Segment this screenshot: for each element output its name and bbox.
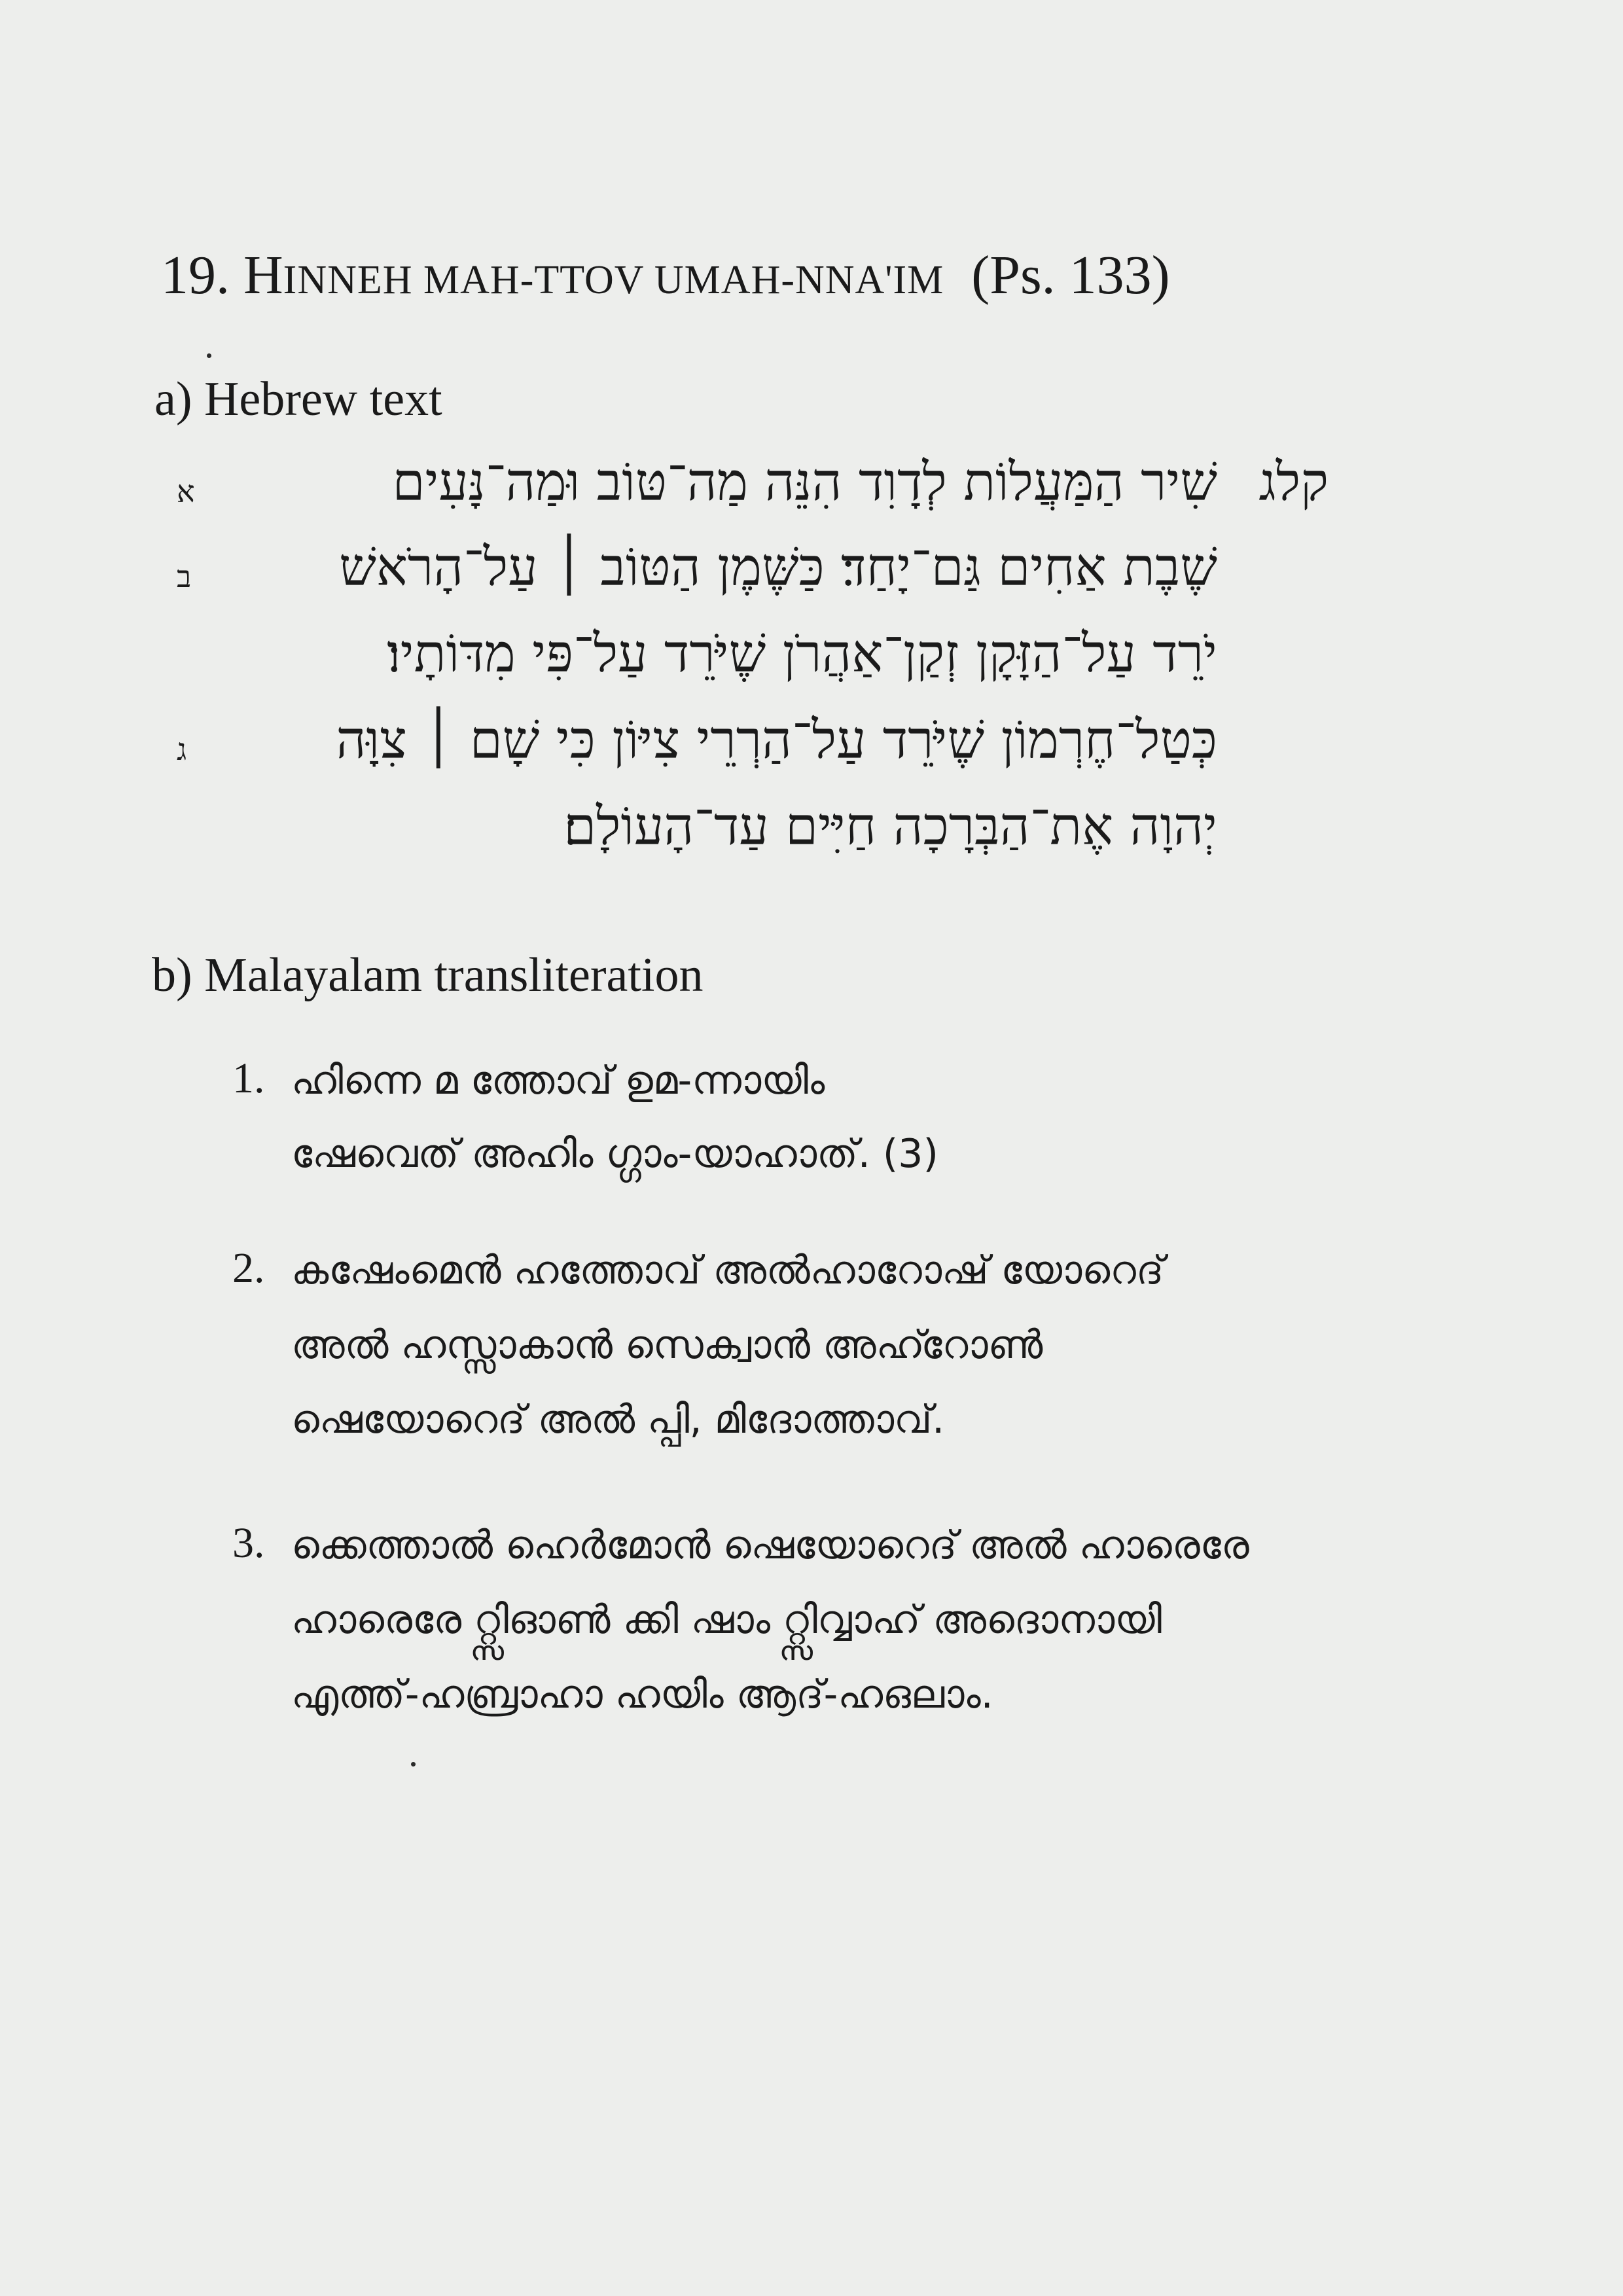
hebrew-line: יֹרֵד עַל־הַזָּקָן זְקַן־אַהֲרֹן שֶׁיֹּרֵד עַל־פִּי מִדּוֹתָיו׃ <box>387 623 1217 684</box>
song-number: 19. <box>161 245 230 306</box>
transliteration-line: ഷേവെത് അഹിം ഗ്ഗാം-യാഹാത്. (3) <box>291 1131 938 1177</box>
stanza-number: 2. <box>232 1244 265 1292</box>
transliteration-line: ഷെയോറെദ് അൽ പ്പി, മിദോത്താവ്. <box>291 1397 945 1443</box>
transliteration-line: അൽ ഹസ്സാകാൻ സെക്വാൻ അഹ്റോൺ <box>291 1322 1043 1368</box>
stanza-number: 3. <box>232 1519 265 1567</box>
stanza-number: 1. <box>232 1054 265 1102</box>
psalm-number-hebrew: קלג <box>1258 452 1329 512</box>
psalm-reference: (Ps. 133) <box>971 245 1170 306</box>
hebrew-line: כְּטַל־חֶרְמוֹן שֶׁיֹּרֵד עַל־הַרְרֵי צִיּוֹן כִּי שָׁם ׀ צִוָּה <box>336 709 1217 770</box>
verse-number: ב <box>177 559 192 594</box>
print-speck <box>411 1762 416 1767</box>
hebrew-line: שֶׁבֶת אַחִים גַּם־יָחַד׃ כַּשֶּׁמֶן הַטּוֹב ׀ עַל־הָרֹאשׁ <box>339 537 1217 598</box>
print-speck <box>207 353 211 358</box>
title-text: INNEH MAH-TTOV UMAH-NNA'IM <box>283 258 944 302</box>
page-title <box>161 243 1170 307</box>
transliteration-line: കഷേംമെൻ ഹത്തോവ് അൽഹാറോഷ് യോറെദ് <box>291 1247 1164 1293</box>
transliteration-line: ക്കെത്താൽ ഹെർമോൻ ഷെയോറെദ് അൽ ഹാരെരേ <box>291 1522 1249 1568</box>
transliteration-line: ഹാരെരേ റ്റ്സിഓൺ ക്കി ഷാം റ്റ്സിവ്വാഹ് അദൊനായി <box>291 1597 1162 1643</box>
verse-number: ג <box>177 732 187 767</box>
verse-number: א <box>177 474 195 509</box>
hebrew-line: יְהוָה אֶת־הַבְּרָכָה חַיִּים עַד־הָעוֹלָם׃ <box>563 796 1217 857</box>
section-a-heading: a) Hebrew text <box>154 372 442 426</box>
section-b-heading: b) Malayalam transliteration <box>152 948 704 1002</box>
transliteration-line: ഹിന്നെ മ ത്തോവ് ഉമ-ന്നായിം <box>291 1058 825 1103</box>
transliteration-line: എത്ത്-ഹബ്രാഹാ ഹയിം ആദ്-ഹഒലാം. <box>291 1672 993 1717</box>
title-initial: H <box>243 245 283 306</box>
hebrew-line: שִׁיר הַמַּעֲלוֹת לְדָוִד הִנֵּה מַה־טּוֹב וּמַה־נָּעִים <box>392 452 1217 512</box>
